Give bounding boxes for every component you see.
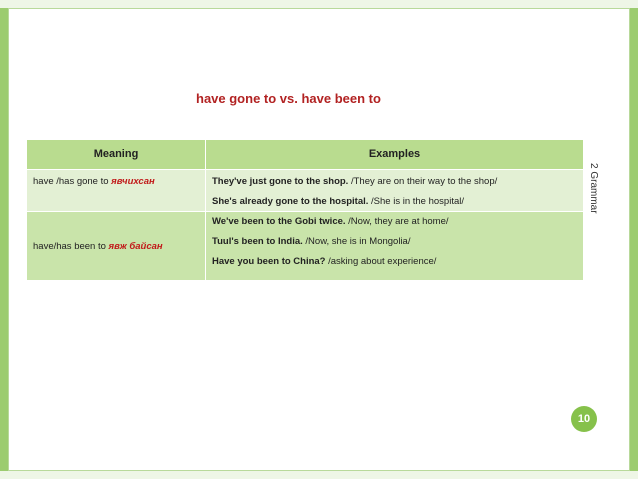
table-row <box>27 169 583 211</box>
section-side-label: 2 Grammar <box>588 163 599 214</box>
example-note: /Now, she is in Mongolia/ <box>302 235 411 247</box>
example-line <box>212 236 577 247</box>
left-border-strip <box>0 8 8 471</box>
example-sentence: Have you been to China? <box>212 255 326 267</box>
example-note: /She is in the hospital/ <box>368 195 464 207</box>
example-line <box>212 216 577 227</box>
example-note: /They are on their way to the shop/ <box>348 175 498 187</box>
slide-title: have gone to vs. have been to <box>196 91 381 106</box>
bottom-border-strip <box>0 471 638 479</box>
example-sentence: They've just gone to the shop. <box>212 175 349 187</box>
header-examples: Examples <box>368 148 421 161</box>
meaning-english: have /has gone to <box>33 175 112 187</box>
example-note: /asking about experience/ <box>325 255 437 267</box>
meaning-mongolian: явж байсан <box>108 241 163 253</box>
header-meaning: Meaning <box>27 140 206 169</box>
meaning-english: have/has been to <box>33 241 109 253</box>
right-border-strip <box>630 8 638 471</box>
example-line <box>212 196 577 207</box>
example-line <box>212 176 577 187</box>
meaning-cell <box>27 169 206 211</box>
example-note: /Now, they are at home/ <box>345 215 449 227</box>
example-sentence: We've been to the Gobi twice. <box>212 215 346 227</box>
examples-cell <box>206 211 584 280</box>
page-number-badge: 10 <box>571 406 597 432</box>
meaning-cell <box>27 211 206 280</box>
examples-cell <box>206 169 584 211</box>
table-row <box>27 211 583 280</box>
example-sentence: Tuul's been to India. <box>212 235 303 247</box>
meaning-mongolian: явчихсан <box>111 175 155 187</box>
example-line <box>212 256 577 267</box>
example-sentence: She's already gone to the hospital. <box>212 195 369 207</box>
top-border-strip <box>0 0 638 8</box>
table-header-row <box>27 140 583 169</box>
grammar-table <box>27 140 583 280</box>
